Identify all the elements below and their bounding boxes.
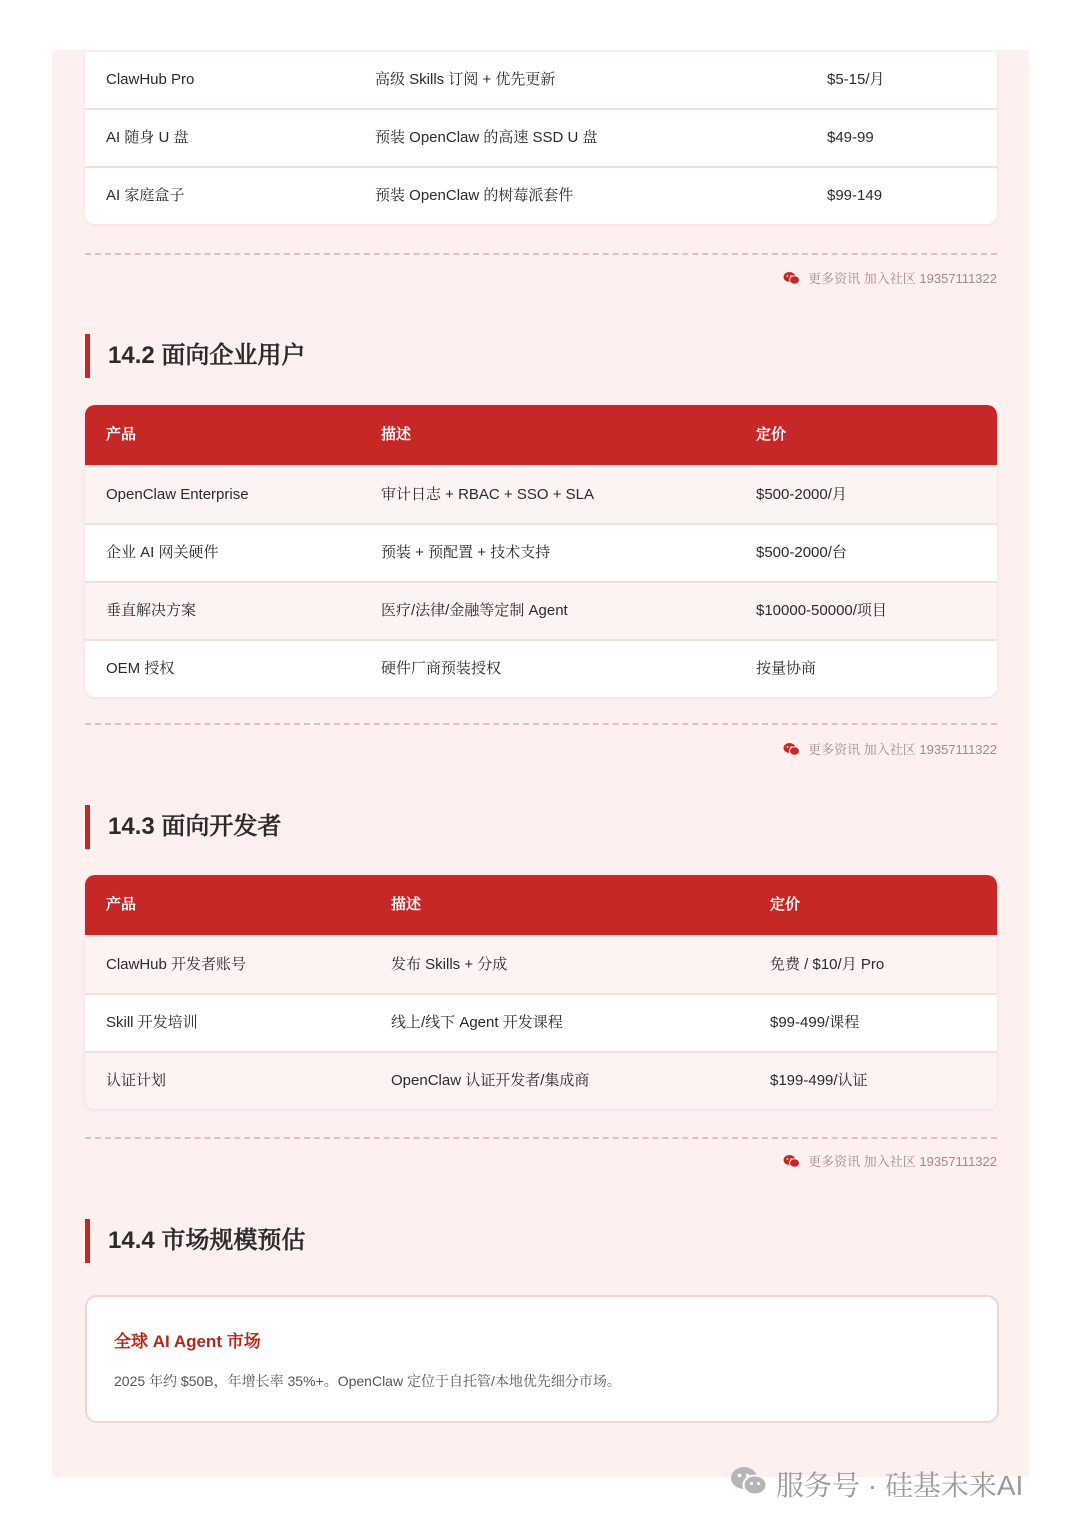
- description-cell: 线上/线下 Agent 开发课程: [391, 1014, 563, 1031]
- description-cell: OpenClaw 认证开发者/集成商: [391, 1072, 590, 1089]
- section-title: 14.2 面向企业用户: [85, 334, 305, 378]
- price-cell: $5-15/月: [827, 71, 885, 88]
- table-row: [85, 583, 997, 641]
- description-cell: 硬件厂商预装授权: [381, 660, 502, 677]
- table-header: [85, 875, 997, 937]
- promo-text: 更多资讯 加入社区 19357111322: [808, 742, 997, 757]
- community-promo: [783, 268, 997, 287]
- table-row: [85, 467, 997, 525]
- section-title: 14.3 面向开发者: [85, 805, 281, 849]
- pricing-table-enterprise: [85, 405, 997, 697]
- table-row: [85, 52, 997, 110]
- product-cell: ClawHub Pro: [106, 71, 195, 88]
- description-cell: 预装 OpenClaw 的高速 SSD U 盘: [375, 129, 598, 146]
- price-cell: 按量协商: [756, 660, 817, 677]
- table-row: [85, 110, 997, 168]
- product-cell: AI 随身 U 盘: [106, 129, 189, 146]
- table-row: [85, 937, 997, 995]
- price-cell: $49-99: [827, 129, 874, 146]
- header-price: 定价: [756, 426, 787, 443]
- header-description: 描述: [391, 896, 422, 913]
- price-cell: $500-2000/台: [756, 544, 847, 561]
- dashed-divider: [85, 723, 997, 725]
- wechat-icon: [783, 1154, 800, 1168]
- header-product: 产品: [106, 426, 137, 443]
- description-cell: 预装 + 预配置 + 技术支持: [381, 544, 551, 561]
- wechat-icon: [783, 271, 800, 285]
- promo-text: 更多资讯 加入社区 19357111322: [808, 271, 997, 286]
- community-promo: [783, 1151, 997, 1170]
- community-promo: [783, 739, 997, 758]
- dashed-divider: [85, 253, 997, 255]
- price-cell: $99-499/课程: [770, 1014, 860, 1031]
- price-cell: $500-2000/月: [756, 486, 847, 503]
- header-description: 描述: [381, 426, 412, 443]
- product-cell: ClawHub 开发者账号: [106, 956, 247, 973]
- table-row: [85, 641, 997, 697]
- dashed-divider: [85, 1137, 997, 1139]
- description-cell: 高级 Skills 订阅 + 优先更新: [375, 71, 556, 88]
- price-cell: 免费 / $10/月 Pro: [770, 956, 885, 973]
- header-product: 产品: [106, 896, 137, 913]
- pricing-table-top: [85, 52, 997, 224]
- product-cell: 企业 AI 网关硬件: [106, 544, 219, 561]
- pricing-table-developer: [85, 875, 997, 1109]
- promo-text: 更多资讯 加入社区 19357111322: [808, 1154, 997, 1169]
- table-row: [85, 1053, 997, 1109]
- table-row: [85, 995, 997, 1053]
- product-cell: Skill 开发培训: [106, 1014, 198, 1031]
- product-cell: OEM 授权: [106, 660, 175, 677]
- product-cell: OpenClaw Enterprise: [106, 486, 249, 503]
- table-row: [85, 168, 997, 224]
- product-cell: 认证计划: [106, 1072, 167, 1089]
- market-card: [85, 1295, 999, 1423]
- description-cell: 预装 OpenClaw 的树莓派套件: [375, 187, 574, 204]
- product-cell: 垂直解决方案: [106, 602, 197, 619]
- watermark-text: 服务号 · 硅基未来AI: [776, 1470, 1024, 1501]
- table-header: [85, 405, 997, 467]
- product-cell: AI 家庭盒子: [106, 187, 185, 204]
- wechat-icon: [730, 1465, 768, 1504]
- wechat-watermark: [730, 1464, 1023, 1504]
- description-cell: 发布 Skills + 分成: [391, 956, 508, 973]
- description-cell: 审计日志 + RBAC + SSO + SLA: [381, 486, 594, 503]
- table-row: [85, 525, 997, 583]
- card-text: 2025 年约 $50B，年增长率 35%+。OpenClaw 定位于自托管/本地优先细分市场。: [114, 1373, 621, 1389]
- wechat-icon: [783, 742, 800, 756]
- section-title: 14.4 市场规模预估: [85, 1219, 305, 1263]
- card-title: 全球 AI Agent 市场: [114, 1332, 261, 1351]
- price-cell: $199-499/认证: [770, 1072, 868, 1089]
- header-price: 定价: [770, 896, 801, 913]
- description-cell: 医疗/法律/金融等定制 Agent: [381, 602, 568, 619]
- price-cell: $10000-50000/项目: [756, 602, 887, 619]
- price-cell: $99-149: [827, 187, 883, 204]
